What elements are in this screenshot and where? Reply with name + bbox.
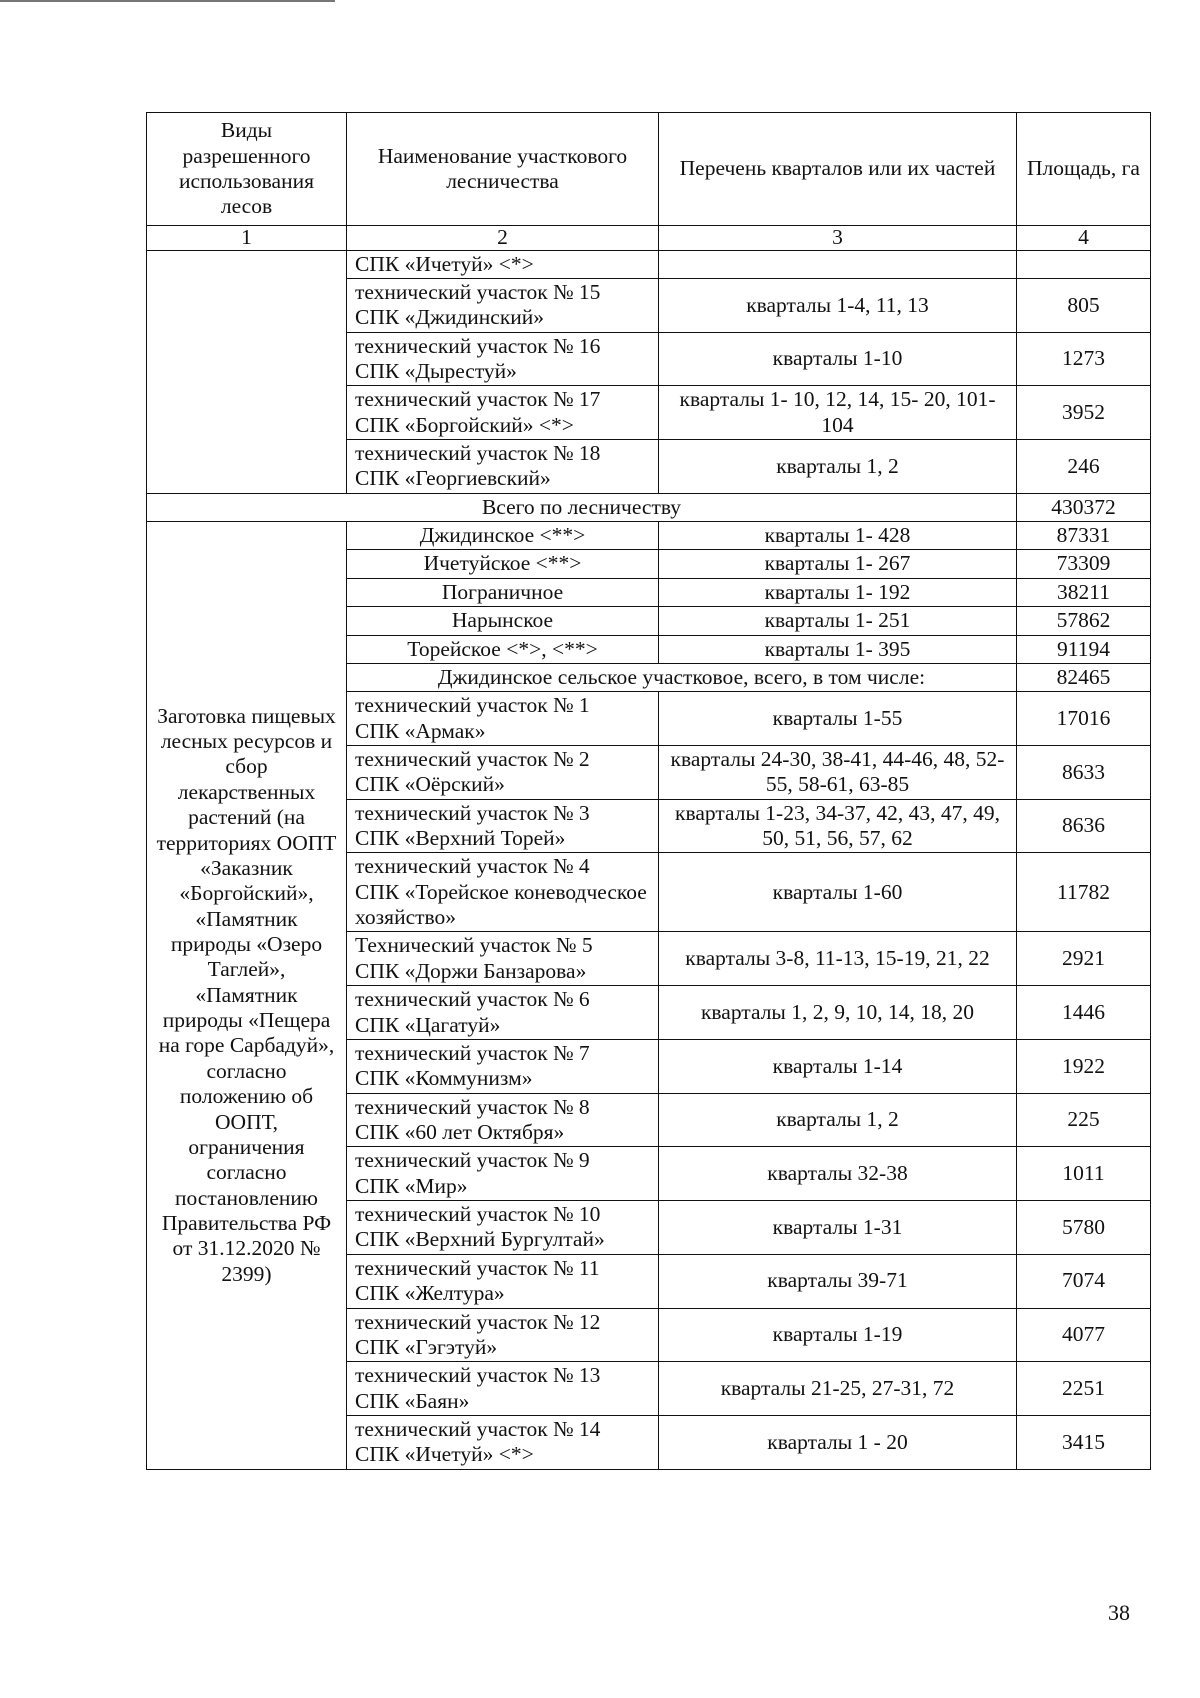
page-number: 38 [1108,1600,1130,1625]
quarters-cell: кварталы 1- 251 [659,607,1017,635]
district-name-cell: СПК «Ичетуй» <*> [347,250,659,278]
district-name-cell: технический участок № 10 СПК «Верхний Бургултай» [347,1201,659,1255]
area-cell: 2921 [1017,932,1151,986]
area-cell: 805 [1017,278,1151,332]
quarters-cell: кварталы 1-55 [659,692,1017,746]
column-number: 2 [347,226,659,251]
area-cell: 5780 [1017,1201,1151,1255]
area-cell: 57862 [1017,607,1151,635]
district-name-cell: Технический участок № 5 СПК «Доржи Банзарова» [347,932,659,986]
district-name-cell: технический участок № 3 СПК «Верхний Торей» [347,799,659,853]
area-cell: 11782 [1017,853,1151,932]
subtotal-label: Джидинское сельское участковое, всего, в том числе: [347,663,1017,691]
quarters-cell: кварталы 1-31 [659,1201,1017,1255]
header-area: Площадь, га [1017,113,1151,226]
district-name-cell: технический участок № 17 СПК «Боргойский» <*> [347,386,659,440]
district-name-cell: Джидинское <**> [347,522,659,550]
table-row [147,250,1151,278]
quarters-cell: кварталы 1- 428 [659,522,1017,550]
district-name-cell: технический участок № 18 СПК «Георгиевский» [347,440,659,494]
district-name-cell: технический участок № 7 СПК «Коммунизм» [347,1039,659,1093]
district-name-cell: технический участок № 12 СПК «Гэгэтуй» [347,1308,659,1362]
area-cell: 1922 [1017,1039,1151,1093]
quarters-cell: кварталы 1 - 20 [659,1415,1017,1469]
area-cell: 1273 [1017,332,1151,386]
total-row [147,493,1151,521]
area-cell: 17016 [1017,692,1151,746]
area-cell: 4077 [1017,1308,1151,1362]
district-name-cell: технический участок № 13 СПК «Баян» [347,1362,659,1416]
area-cell: 3415 [1017,1415,1151,1469]
quarters-cell [659,250,1017,278]
quarters-cell: кварталы 1- 192 [659,578,1017,606]
quarters-cell: кварталы 1- 10, 12, 14, 15- 20, 101-104 [659,386,1017,440]
district-name-cell: технический участок № 15 СПК «Джидинский» [347,278,659,332]
area-cell: 87331 [1017,522,1151,550]
area-cell: 3952 [1017,386,1151,440]
quarters-cell: кварталы 1-60 [659,853,1017,932]
area-cell: 1011 [1017,1147,1151,1201]
district-name-cell: технический участок № 11 СПК «Желтура» [347,1254,659,1308]
area-cell: 73309 [1017,550,1151,578]
forest-use-table [146,112,1151,1470]
district-name-cell: технический участок № 16 СПК «Дырестуй» [347,332,659,386]
header-quarters-list: Перечень кварталов или их частей [659,113,1017,226]
area-cell: 8636 [1017,799,1151,853]
quarters-cell: кварталы 24-30, 38-41, 44-46, 48, 52-55, 58-61, 63-85 [659,745,1017,799]
area-cell: 1446 [1017,986,1151,1040]
column-number: 1 [147,226,347,251]
quarters-cell: кварталы 1, 2 [659,1093,1017,1147]
district-name-cell: технический участок № 6 СПК «Цагатуй» [347,986,659,1040]
district-name-cell: Нарынское [347,607,659,635]
area-cell: 246 [1017,440,1151,494]
area-cell: 7074 [1017,1254,1151,1308]
quarters-cell: кварталы 1, 2 [659,440,1017,494]
quarters-cell: кварталы 1-19 [659,1308,1017,1362]
quarters-cell: кварталы 1, 2, 9, 10, 14, 18, 20 [659,986,1017,1040]
quarters-cell: кварталы 1-4, 11, 13 [659,278,1017,332]
total-value: 430372 [1017,493,1151,521]
district-name-cell: Ичетуйское <**> [347,550,659,578]
table-row [147,522,1151,550]
quarters-cell: кварталы 1-10 [659,332,1017,386]
area-cell: 8633 [1017,745,1151,799]
district-name-cell: технический участок № 1 СПК «Армак» [347,692,659,746]
total-label: Всего по лесничеству [147,493,1017,521]
district-name-cell: технический участок № 2 СПК «Оёрский» [347,745,659,799]
quarters-cell: кварталы 32-38 [659,1147,1017,1201]
quarters-cell: кварталы 3-8, 11-13, 15-19, 21, 22 [659,932,1017,986]
district-name-cell: Пограничное [347,578,659,606]
subtotal-value: 82465 [1017,663,1151,691]
area-cell: 91194 [1017,635,1151,663]
usage-type-cell-empty [147,250,347,493]
usage-type-category: Заготовка пищевых лесных ресурсов и сбор лекарственных растений (на территориях ООПТ «Заказник «Боргойский», «Памятник природы «Озеро Таглей», «Памятник природы «Пещера на горе Сарбадуй», согласно положению об ООПТ, ограничения согласно постановлению Правительства РФ от 31.12.2020 № 2399) [147,522,347,1470]
district-name-cell: Торейское <*>, <**> [347,635,659,663]
column-number: 3 [659,226,1017,251]
header-district-name: Наименование участкового лесничества [347,113,659,226]
area-cell: 38211 [1017,578,1151,606]
quarters-cell: кварталы 1- 395 [659,635,1017,663]
quarters-cell: кварталы 39-71 [659,1254,1017,1308]
area-cell: 2251 [1017,1362,1151,1416]
quarters-cell: кварталы 1-23, 34-37, 42, 43, 47, 49, 50, 51, 56, 57, 62 [659,799,1017,853]
district-name-cell: технический участок № 8 СПК «60 лет Октября» [347,1093,659,1147]
district-name-cell: технический участок № 9 СПК «Мир» [347,1147,659,1201]
quarters-cell: кварталы 21-25, 27-31, 72 [659,1362,1017,1416]
quarters-cell: кварталы 1- 267 [659,550,1017,578]
header-row [147,113,1151,226]
scan-edge-line [0,0,335,2]
quarters-cell: кварталы 1-14 [659,1039,1017,1093]
area-cell [1017,250,1151,278]
area-cell: 225 [1017,1093,1151,1147]
district-name-cell: технический участок № 14 СПК «Ичетуй» <*> [347,1415,659,1469]
header-usage-type: Виды разрешенного использования лесов [147,113,347,226]
column-number: 4 [1017,226,1151,251]
district-name-cell: технический участок № 4 СПК «Торейское коневодческое хозяйство» [347,853,659,932]
column-number-row [147,226,1151,251]
